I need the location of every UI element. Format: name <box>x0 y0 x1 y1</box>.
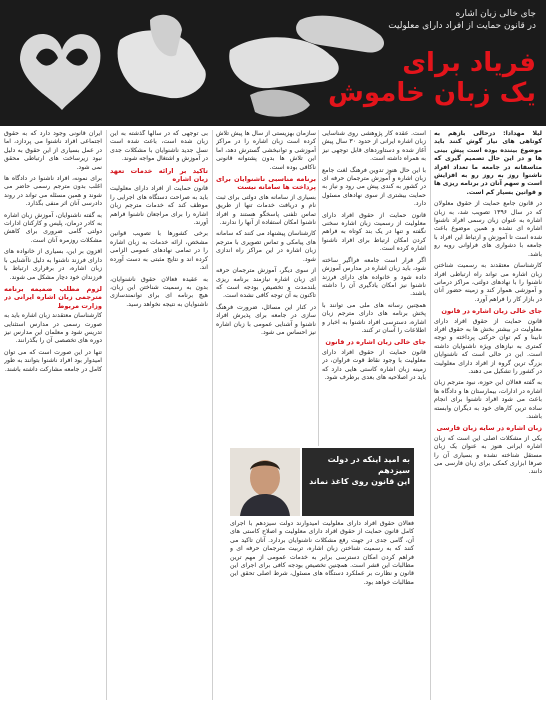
subheading: لزوم مطلب ضمیمه برنامه مترجمی زبان اشاره ایرانی در وزارت مربوط <box>4 284 102 310</box>
paragraph: به گفته ناشنوایان، آموزش زبان اشاره به کادر درمان، پلیس و کارکنان ادارات دولتی گامی ضروری برای کاهش مشکلات روزمره آنان است. <box>4 211 102 244</box>
interview-headline <box>302 448 414 516</box>
paragraph: است. عقده کار پژوهشی روی شناسایی زبان اشاره ایرانی از حدود ۳۰ سال پیش آغاز شده و دستاوردهای قابل توجهی نیز به همراه داشته است. <box>322 130 426 163</box>
paragraph: کارشناسان معتقدند به رسمیت شناختن زبان اشاره می تواند راه ارتباطی افراد ناشنوا را با نهادهای دولتی، مراکز درمانی و آموزشی هموار کند و زمینه حضور آنان در بازار کار را فراهم آورد. <box>434 262 542 303</box>
paragraph: افزون بر این، بسیاری از خانواده های دارای فرزند ناشنوا به دلیل ناآشنایی با زبان اشاره، در برقراری ارتباط با فرزندان خود دچار مشکل می شوند. <box>4 248 102 281</box>
headline-line-1: فریاد برای <box>402 48 536 78</box>
author-photo <box>230 448 300 516</box>
article-column-1 <box>434 130 542 700</box>
article-column-2 <box>322 130 426 446</box>
subheading: جای خالی زبان اشاره در قانون <box>325 338 426 347</box>
paragraph: با این حال هنوز تدوین فرهنگ لغت جامع زبان اشاره و آموزش مترجمان حرفه ای در کشور به کندی پیش می رود و نیاز به حمایت بیشتری از سوی نهادهای مسئول دارد. <box>322 166 426 208</box>
paragraph: به عقیده فعالان حقوق ناشنوایان، بدون به رسمیت شناختن این زبان، هیچ برنامه ای برای توانمندسازی ناشنوایان به نتیجه نخواهد رسید. <box>110 275 208 308</box>
article-column-4 <box>110 130 208 700</box>
interview-headline-line-2: این قانون روی کاغذ نماند <box>309 477 410 486</box>
paragraph: برخی کشورها با تصویب قوانین مشخص، ارائه خدمات به زبان اشاره را در تمامی نهادهای عمومی الزامی کرده اند و نتایج مثبتی به دست آورده اند. <box>110 230 208 272</box>
interview-body: فعالان حقوق افراد دارای معلولیت امیدوارند دولت سیزدهم با اجرای کامل قانون حمایت از حقوق افراد دارای معلولیت و اصلاح کاستی های آن، گامی جدی در جهت رفع مشکلات ناشنوایان بردارد. آنان تاکید می کنند که به رسمیت شناختن زبان اشاره، تربیت مترجمان حرفه ای و فراهم کردن امکان دسترسی برابر به خدمات عمومی از مهم ترین مطالبات این قشر است. همچنین تخصیص بودجه کافی برای اجرای این قانون و نظارت بر عملکرد دستگاه های مسئول، شرط اصلی تحقق این مطالبات خواهد بود. <box>230 520 414 586</box>
paragraph: در قانون جامع حمایت از حقوق معلولان که در سال ۱۳۹۶ تصویب شد، به زبان اشاره به عنوان زبان رسمی افراد ناشنوا اشاره ای نشده و همین موضوع باعث شده است تا آموزش و ارتباط این افراد با جامعه با دشواری های فراوانی روبه رو باشد. <box>434 200 542 258</box>
paragraph: سازمان بهزیستی از سال ها پیش تلاش کرده است زبان اشاره را در مراکز آموزشی و توانبخشی گسترش دهد، اما این تلاش ها بدون پشتوانه قانونی ناکافی بوده است. <box>216 130 316 171</box>
paragraph: تنها در این صورت است که می توان امیدوار بود افراد ناشنوا بتوانند به طور کامل در جامعه مشارکت داشته باشند. <box>4 348 102 373</box>
paragraph: لیلا مهدادا: درحالی بازهم به کوتاهی های نیاز گوش کنند باید موضوع بیننده بوده است پیش بینی ها و در این حال تصمیم گیری که متاسفانه در جامعه ما تعداد افراد ناشنوا روز به روز رو به افزایش است و سهم آنان در برنامه ریزی ها و قوانین بسیار کم است. <box>434 130 542 196</box>
article-columns <box>4 130 542 700</box>
column-divider <box>106 130 107 700</box>
paragraph: اگر قرار است جامعه فراگیر ساخته شود، باید زبان اشاره در مدارس آموزش داده شود و خانواده های دارای فرزند ناشنوا نیز امکان یادگیری آن را داشته باشند. <box>322 256 426 298</box>
paragraph: کارشناسان پیشنهاد می کنند که سامانه های پیامکی و تماس تصویری با مترجم زبان اشاره در این مراکز راه اندازی شود. <box>216 230 316 263</box>
column-divider <box>430 130 431 700</box>
paragraph: بسیاری از سامانه های دولتی برای ثبت نام و دریافت خدمات تنها از طریق تماس تلفنی پاسخگو هستند و افراد ناشنوا امکان استفاده از آنها را ندارند. <box>216 193 316 227</box>
paragraph: کارشناسان معتقدند زبان اشاره باید به صورت رسمی در مدارس استثنایی تدریس شود و معلمان این مدارس نیز دوره های تخصصی آن را بگذرانند. <box>4 312 102 345</box>
interview-headline-line-1: به امید اینکه در دولت سیزدهم <box>327 455 410 475</box>
paragraph: قانون حمایت از حقوق افراد دارای معلولیت با وجود نقاط قوت فراوان، در زمینه زبان اشاره کاستی هایی دارد که باید در اصلاحیه های بعدی برطرف شود. <box>322 348 426 381</box>
article-column-5 <box>4 130 102 700</box>
hero-banner <box>0 0 546 126</box>
paragraph: در کنار این مسائل، ضرورت فرهنگ سازی در جامعه برای پذیرش افراد ناشنوا و آشنایی عمومی با زبان اشاره نیز احساس می شود. <box>216 303 316 336</box>
paragraph: بی توجهی که در سالها گذشته به این زبان شده است، باعث شده است نسل جدید ناشنوایان با مشکلات جدی در آموزش و اشتغال مواجه شوند. <box>110 130 208 163</box>
paragraph: همچنین رسانه های ملی می توانند با پخش برنامه های دارای مترجم زبان اشاره، دسترسی افراد ناشنوا به اخبار و اطلاعات را آسان تر کنند. <box>322 301 426 334</box>
article-column-3 <box>216 130 316 446</box>
paragraph: از سوی دیگر، آموزش مترجمان حرفه ای زبان اشاره نیازمند برنامه ریزی بلندمدت و تخصیص بودجه است که تاکنون به آن توجه کافی نشده است. <box>216 267 316 300</box>
paragraph: به گفته فعالان این حوزه، نبود مترجم زبان اشاره در ادارات، بیمارستان ها و دادگاه ها باعث می شود افراد ناشنوا برای انجام ساده ترین کارهای خود به دیگران وابسته باشند. <box>434 379 542 420</box>
subheading: تاکید بر ارائه خدمات تعهد زبان اشاره <box>110 166 208 184</box>
subheading: برنامه مناسبی ناشنوایان برای پرداخت ها سامانه نیست <box>216 175 316 192</box>
column-divider <box>318 130 319 446</box>
paragraph: قانون حمایت از حقوق افراد دارای معلولیت در بیشتر بخش ها به حقوق افراد نابینا و کم توان حرکتی پرداخته و توجه کمتری به نیازهای ویژه ناشنوایان داشته است. این در حالی است که ناشنوایان بزرگ ترین گروه از افراد دارای معلولیت در کشور را تشکیل می دهند. <box>434 317 542 375</box>
paragraph: ایران قانونی وجود دارد که به حقوق اجتماعی افراد ناشنوا می پردازد، اما در عمل بسیاری از این حقوق به دلیل نبود زیرساخت های ارتباطی محقق نمی شود. <box>4 130 102 171</box>
headline-kicker <box>336 8 536 32</box>
kicker-line-2: در قانون حمایت از افراد دارای معلولیت <box>388 21 536 31</box>
headline-line-2: یک زبان خاموش <box>328 78 536 108</box>
paragraph: قانون حمایت از حقوق افراد دارای معلولیت از رسمیت زبان اشاره سخنی نگفته و تنها در یک بند کوتاه به فراهم کردن امکان ارتباط برای افراد ناشنوا اشاره کرده است. <box>322 211 426 253</box>
subheading: زبان اشاره در سایه زبان فارسی <box>436 424 542 433</box>
paragraph: یکی از مشکلات اصلی این است که زبان اشاره ایرانی هنوز به عنوان یک زبان مستقل شناخته نشده و بسیاری آن را صرفا ابزاری کمکی برای زبان فارسی می دانند. <box>434 434 542 476</box>
interview-box <box>230 448 414 700</box>
subheading: جای خالی زبان اشاره در قانون <box>441 307 542 316</box>
page-title <box>316 48 536 108</box>
kicker-line-1: جای خالی زبان اشاره <box>455 9 536 19</box>
paragraph: برای نمونه، افراد ناشنوا در دادگاه ها اغلب بدون مترجم رسمی حاضر می شوند و همین مسئله می تواند در روند دادرسی آنان اثر منفی بگذارد. <box>4 175 102 208</box>
portrait-image <box>230 448 300 516</box>
paragraph: قانون حمایت از افراد دارای معلولیت باید به صراحت دستگاه های اجرایی را موظف کند که خدمات مترجم زبان اشاره را برای مراجعان ناشنوا فراهم آورند. <box>110 185 208 227</box>
column-divider <box>212 130 213 700</box>
